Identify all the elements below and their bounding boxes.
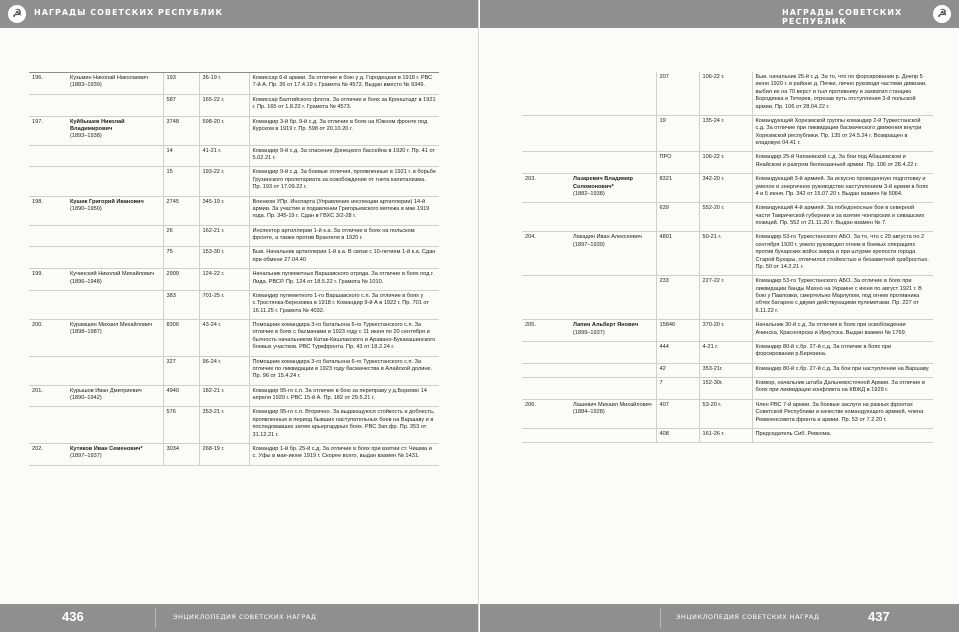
person-cell [67,443,163,465]
award-description: Командир 3-й бр. 9-й с.д. За отличие в боях на Южном фронте под Курском в 1919 г. Пр. 598 от 20.10.20 г. [249,116,439,145]
left-header-title: НАГРАДЫ СОВЕТСКИХ РЕСПУБЛИК [34,8,224,17]
award-number: 327 [163,356,199,385]
entry-number [29,145,67,167]
entry-number: 201. [29,385,67,407]
right-footer-title: ЭНЦИКЛОПЕДИЯ СОВЕТСКИХ НАГРАД [676,613,820,621]
right-header-title: НАГРАДЫ СОВЕТСКИХ РЕСПУБЛИК [782,8,903,26]
person-cell [67,320,163,357]
entry-number: 204. [522,232,570,276]
order-number: 153-30 г. [199,247,249,269]
life-years: (1882–1938) [573,190,605,197]
award-number: 444 [656,341,699,363]
left-page-number: 436 [62,609,84,624]
award-description: Командир 25-й Чапаевской с.д. За бои под Абашевском и Янайском и разгром белоказачьей армии. Пр. 106 от 28.4.22 г. [752,152,933,174]
award-number: 75 [163,247,199,269]
left-header-bar [0,0,478,28]
person-cell [570,378,656,400]
award-description: Председатель Сиб. Ревкома. [752,428,933,442]
hammer-sickle-icon: ☭ [8,5,26,23]
table-row [29,196,439,225]
order-number: 50-21 г. [699,232,752,276]
order-number: 161-26 г. [699,428,752,442]
award-number: 576 [163,407,199,444]
table-row [29,269,439,291]
life-years: (1898–1987) [70,329,102,336]
table-row [29,116,439,145]
award-description: Командующий Хорезмской группы командир 2-й Туркестанской с.д. За отличие при ликвидации басмаческого движения внутри Хорезмской республики. Пр. 135 от 24.5.24 г. Возвращен в кладовую 04.41 г. [752,115,933,152]
order-number: 106-22 г. [699,72,752,115]
table-row [522,363,933,377]
person-cell [67,116,163,145]
person-cell [67,269,163,291]
person-name: Куйбышев Николай Владимирович [70,118,125,132]
life-years: (1890–1950) [70,205,102,212]
order-number: 96-24 г. [199,356,249,385]
person-cell [67,247,163,269]
award-description: Помощник командира 3-го батальона 6-го Туркестанского с.п. За отличие в боях с басмачами в 1923 году с 11 июня по 20 сентября и бытность начальником Катак-Кишлакского и Аравано-Букакашинского боевых участков. РВС Туркфронта. Пр. 43 от 18.2.24 г. [249,320,439,357]
person-cell [67,290,163,319]
entry-number [522,276,570,320]
award-number: 4940 [163,385,199,407]
order-number: 41-21 г. [199,145,249,167]
entry-number: 202. [29,443,67,465]
person-cell [67,407,163,444]
order-number: 135-24 г. [699,115,752,152]
table-row [522,203,933,232]
award-description: Инспектор артиллерии 1-й к.а. За отличие в боях на польском фронте, а также против Врангеля в 1920 г. [249,225,439,247]
person-cell [67,94,163,116]
person-cell [67,145,163,167]
entry-number [522,203,570,232]
entry-number: 197. [29,116,67,145]
left-awards-table [29,72,439,466]
order-number: 124-22 г. [199,269,249,291]
right-page-number: 437 [868,609,890,624]
award-description: Командир 95-го с.п. За отличие в бою за переправу у д.Борково 14 апреля 1920 г. РВС 15-й А. Пр. 182 от 29.5.21 г. [249,385,439,407]
award-number: 7 [656,378,699,400]
person-cell [67,225,163,247]
table-row [522,232,933,276]
entry-number [29,247,67,269]
order-number: 43-24 г. [199,320,249,357]
order-number: 165-22 г. [199,94,249,116]
person-cell [67,356,163,385]
entry-number: 196. [29,73,67,95]
right-awards-table [522,72,933,443]
entry-number: 203. [522,174,570,203]
life-years: (1883–1939) [70,82,102,89]
table-row [29,356,439,385]
entry-number [29,167,67,196]
award-number: 8321 [656,174,699,203]
order-number: 353-21 г. [199,407,249,444]
table-row [522,276,933,320]
award-number: 8306 [163,320,199,357]
award-description: Комиссар 6-й армии. За отличие в бою у д. Городецкая в 1918 г. РВС 7-й А. Пр. 36 от 17.4.19 г. Грамота № 4572. Выдан вместо № 9349. [249,73,439,95]
award-number: 207 [656,72,699,115]
life-years: (1890–1942) [70,395,102,401]
award-number: 19 [656,115,699,152]
award-description: Командующий 3-й армией. За искусно проведенную подготовку и умелое и энергичное руководство наступлением 3-й армии в боях 4 и 5 июня. Пр. 342 от 15.07.20 г. Выдан взамен № 5064. [752,174,933,203]
left-table-body [29,73,439,466]
award-description: Командир 53-го Туркестанского АБО. За отличие в боях при ликвидации банды Махно на Украине с июня по август 1921 г. В бою у Павловки, смертельно Марлупом, под огнем противника обтек батарею с двумя действующими пулеметами. Пр. 227 от 6.11.22 г. [752,276,933,320]
award-number: 3748 [163,116,199,145]
award-description: Военком УПр. Инспарта (Управление инспекции артиллерии) 14-й армии. За участие в подавлении Григорьевского мятежа в мае 1919 года. Пр. 345-19 г. Сдан в ГВХС 3/2-28 г. [249,196,439,225]
hammer-sickle-icon: ☭ [933,5,951,23]
award-number: 26 [163,225,199,247]
entry-number [522,115,570,152]
life-years: (1899–1937) [573,329,605,336]
entry-number [522,378,570,400]
person-name: Кучинский Николай Михайлович [70,271,155,278]
right-header-bar [480,0,959,28]
award-number: 15 [163,167,199,196]
table-row [522,399,933,428]
person-cell [570,152,656,174]
table-row [29,247,439,269]
order-number: 152-30г. [699,378,752,400]
person-name: Лазаревич Владимир Соломонович* [573,176,633,190]
person-name: Лашевич Михаил Михайлович [573,401,652,408]
table-row [522,174,933,203]
entry-number [29,356,67,385]
entry-number [29,407,67,444]
entry-number [522,428,570,442]
award-description: Комиссар Балтийского флота. За отличие в боях за Кронштадт в 1921 г. Пр. 165 от 1.8.22 г. Грамота № 4573. [249,94,439,116]
person-name: Курамшин Михаил Михайлович [70,322,153,328]
left-footer-bar [0,604,478,632]
award-description: Командир 53-го Туркестанского АБО. За то, что с 29 августа по 2 сентября 1920 г. умело руководил огнем в боевых операциях против бухарских войск эмира и при штурме крепости города Старой Бухары, отличился стойкостью и беззаветной храбростью. Пр. 50 от 14.2.21 г. [752,232,933,276]
table-row [29,94,439,116]
award-number: 15846 [656,320,699,342]
right-footer-bar [480,604,959,632]
entry-number [522,363,570,377]
person-name: Лакадин Иван Алексеевич [573,234,642,241]
life-years: (1896–1948) [70,278,102,285]
table-row [29,167,439,196]
award-description: Командир 80-й с.бр. 27-й с.д. За отличие в боях при форсировании р.Березина. [752,341,933,363]
person-cell [570,174,656,203]
award-number: 4801 [656,232,699,276]
person-cell [67,73,163,95]
left-footer-divider [155,608,156,628]
award-number: 233 [656,276,699,320]
entry-number [29,225,67,247]
life-years: (1893–1938) [70,133,102,140]
entry-number [29,94,67,116]
award-description: Командир 80-й с.бр. 27-й с.д. За бои при наступлении на Варшаву. [752,363,933,377]
award-number: 14 [163,145,199,167]
order-number: 598-20 г. [199,116,249,145]
order-number: 106-22 г. [699,152,752,174]
entry-number [29,290,67,319]
person-cell [570,363,656,377]
life-years: (1897–1939) [573,241,605,248]
award-description: Быв. Начальник артиллерии 1-й к.а. В связи с 10-летием 1-й к.а. Сдан при обмене 27.04.40 [249,247,439,269]
person-name: Курышов Иван Дмитриевич [70,387,142,394]
entry-number [522,341,570,363]
person-cell [570,115,656,152]
person-cell [67,167,163,196]
person-cell [570,341,656,363]
table-row [29,145,439,167]
order-number: 227-22 г. [699,276,752,320]
person-name: Лапин Альберт Янович [573,322,639,329]
right-table-body [522,72,933,443]
person-cell [570,72,656,115]
person-cell [570,276,656,320]
person-cell [570,399,656,428]
order-number: 4-21 г. [699,341,752,363]
left-footer-title: ЭНЦИКЛОПЕДИЯ СОВЕТСКИХ НАГРАД [173,613,317,621]
award-number: ПРО [656,152,699,174]
award-number: 639 [656,203,699,232]
table-row [522,115,933,152]
order-number: 701-25 г. [199,290,249,319]
person-cell [570,232,656,276]
award-number: 3034 [163,443,199,465]
order-number: 552-20 г. [699,203,752,232]
order-number: 36-19 г. [199,73,249,95]
table-row [29,407,439,444]
order-number: 268-19 г. [199,443,249,465]
award-description: Командир пулеметного 1-го Варшавского с.п. За отличие в боях у с.Тростянка-Березовка в 1918 г. Командир 9-й А в 1922 г. Пр. 701 от 16.11.25 г. Грамота № 4032. [249,290,439,319]
award-number: 2909 [163,269,199,291]
order-number: 182-21 г. [199,385,249,407]
entry-number: 198. [29,196,67,225]
award-number: 42 [656,363,699,377]
award-description: Начальник 30-й с.д. За отличия в боях при освобождении Ачинска, Красноярска и Иркутска. Выдан взамен № 1769. [752,320,933,342]
right-page [480,0,959,632]
award-description: Командир 95-го с.п. Вторично. За выдающуюся стойкость и доблесть, проявленные в период бывших наступательных боев на Варшаву и в последовавших затем арьергардных боях. РВС Зап.фр. Пр. 353 от 31.12.21 г. [249,407,439,444]
left-page [0,0,479,632]
person-name: Кутяков Иван Семенович* [70,445,143,452]
award-number: 587 [163,94,199,116]
table-row [522,341,933,363]
order-number: 162-21 г. [199,225,249,247]
table-row [522,152,933,174]
person-cell [570,203,656,232]
table-row [29,320,439,357]
entry-number: 200. [29,320,67,357]
award-description: Командир 9-й с.д. За спасение Донецкого бассейна в 1920 г. Пр. 41 от 5.02.21 г. [249,145,439,167]
table-row [522,320,933,342]
entry-number: 205. [522,320,570,342]
entry-number [522,72,570,115]
award-description: Комкор, начальник штаба Дальневосточной Армии. За отличие в боях при ликвидации конфликта на КВЖД в 1929 г. [752,378,933,400]
person-cell [67,385,163,407]
award-description: Быв. начальник 25-й с.д. За то, что по форсировании р. Днепр 5 июня 1920 г. в районе д. Печки, лично руководя частями дивизии, выбил их на 70 верст и тыл противнику и захватил станцию Бородянка и Тетерев, отрезав путь отступления 3-й польской армии. Пр. 106 от 28.04.22 г. [752,72,933,115]
order-number: 193-22 г. [199,167,249,196]
order-number: 353-21г. [699,363,752,377]
table-row [522,428,933,442]
award-description: Командир 9-й с.д. За боевые отличия, проявленные в 1921 г. в борьбе Грузинского пролетариата за освобождение от гнета капитализма. Пр. 193 от 17.09.22 г. [249,167,439,196]
award-number: 408 [656,428,699,442]
award-description: Начальник пулеметных Варшавского отряда. За отличие в боях под г. Лида. РВСР. Пр. 124 от 18.5.22 г. Грамота № 1010. [249,269,439,291]
table-row [29,290,439,319]
award-description: Член РВС 7-й армии. За боевые заслуги на разных фронтах Советской Республики и качестве командующего армией, члена Реввоенсовета фронта и армии. Пр. 53 от 7.2.20 г. [752,399,933,428]
person-cell [67,196,163,225]
order-number: 342-20 г. [699,174,752,203]
table-row [522,72,933,115]
award-number: 193 [163,73,199,95]
award-description: Помощник командира 3-го батальона 6-го Туркестанского с.п. За отличие по ликвидации в 1923 году басмачества в Алайской долине. Пр. 96 от 15.4.24 г. [249,356,439,385]
award-number: 407 [656,399,699,428]
award-description: Командир 1-й бр. 25-й с.д. За отличие в боях при взятии ст. Чишма и с. Уфы в мае-июне 1919 г. Скорее всего, выдан взамен № 1431. [249,443,439,465]
table-row [29,73,439,95]
order-number: 370-20 г. [699,320,752,342]
entry-number: 206. [522,399,570,428]
order-number: 345-19 г. [199,196,249,225]
entry-number [522,152,570,174]
award-description: Командующий 4-й армией. За победоносные бои в северной части Таврической губернии и за взятие чонгарских и сивашских позиций. Пр. 552 от 21.11.20 г. Выдан взамен № 7. [752,203,933,232]
award-number: 2745 [163,196,199,225]
person-cell [570,320,656,342]
table-row [29,385,439,407]
order-number: 53-20 г. [699,399,752,428]
person-name: Кузьмин Николай Николаевич [70,75,149,81]
life-years: (1884–1928) [573,409,605,416]
life-years: (1897–1937) [70,453,102,460]
entry-number: 199. [29,269,67,291]
table-row [522,378,933,400]
right-footer-divider [660,608,661,628]
award-number: 383 [163,290,199,319]
person-cell [570,428,656,442]
person-name: Кушик Григорий Иванович [70,198,144,205]
table-row [29,225,439,247]
table-row [29,443,439,465]
